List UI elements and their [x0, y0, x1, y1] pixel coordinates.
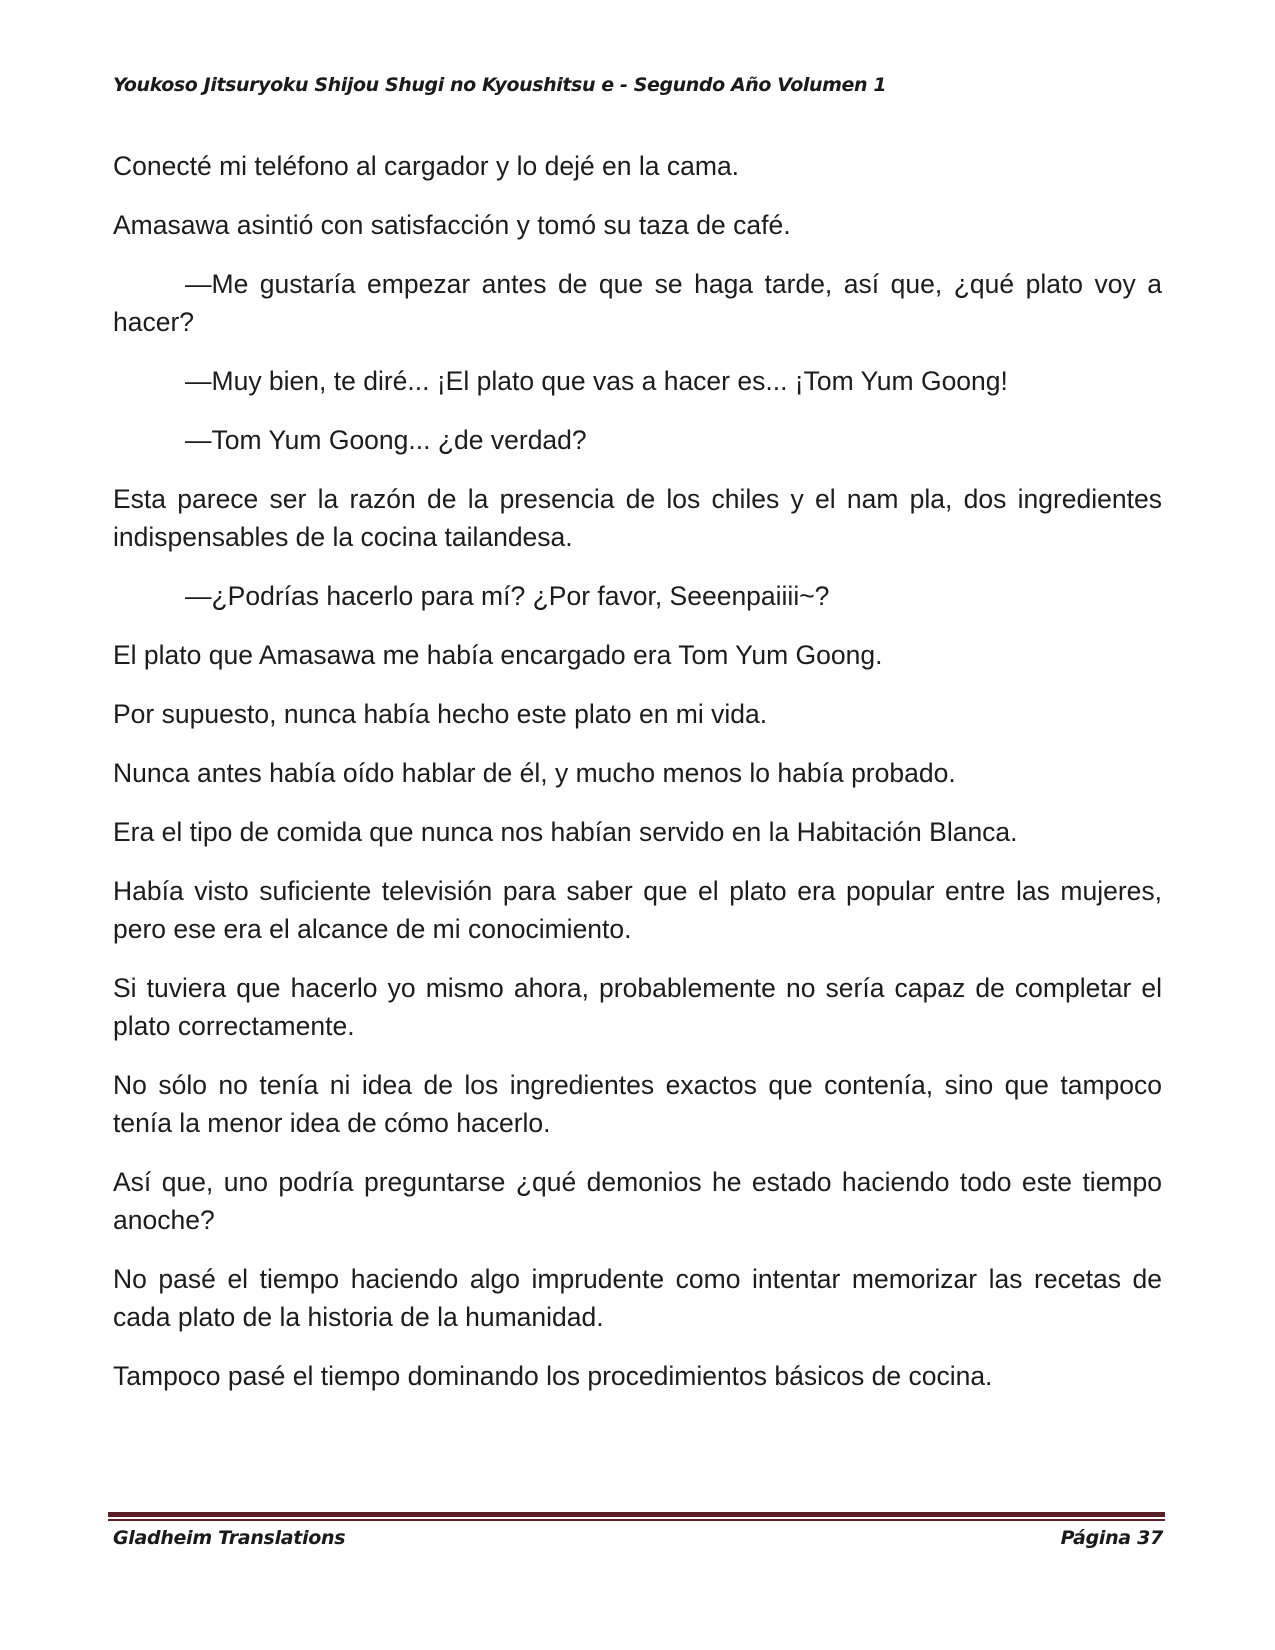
- paragraph: Había visto suficiente televisión para saber que el plato era popular entre las mujeres, pero ese era el alcance de mi conocimiento.: [113, 876, 1162, 944]
- paragraph: Si tuviera que hacerlo yo mismo ahora, probablemente no sería capaz de completar el plato correctamente.: [113, 973, 1162, 1041]
- paragraph: No pasé el tiempo haciendo algo imprudente como intentar memorizar las recetas de cada plato de la historia de la humanidad.: [113, 1264, 1162, 1332]
- dialog-paragraph: —Muy bien, te diré... ¡El plato que vas a hacer es... ¡Tom Yum Goong!: [185, 366, 1008, 396]
- paragraph: Nunca antes había oído hablar de él, y mucho menos lo había probado.: [113, 758, 956, 788]
- paragraph: El plato que Amasawa me había encargado era Tom Yum Goong.: [113, 640, 883, 670]
- page-body: [113, 147, 1162, 1416]
- paragraph: Esta parece ser la razón de la presencia de los chiles y el nam pla, dos ingredientes indispensables de la cocina tailandesa.: [113, 484, 1162, 552]
- paragraph: Amasawa asintió con satisfacción y tomó su taza de café.: [113, 210, 791, 240]
- page-number: Página 37: [1060, 1527, 1163, 1549]
- page-header-title: Youkoso Jitsuryoku Shijou Shugi no Kyoushitsu e - Segundo Año Volumen 1: [113, 74, 887, 96]
- paragraph: Conecté mi teléfono al cargador y lo dejé en la cama.: [113, 151, 740, 181]
- paragraph: No sólo no tenía ni idea de los ingredientes exactos que contenía, sino que tampoco tenía la menor idea de cómo hacerlo.: [113, 1070, 1162, 1138]
- dialog-paragraph: —Me gustaría empezar antes de que se haga tarde, así que, ¿qué plato voy a hacer?: [113, 269, 1162, 337]
- footer-divider-thick: [108, 1512, 1165, 1517]
- paragraph: Era el tipo de comida que nunca nos habían servido en la Habitación Blanca.: [113, 817, 1018, 847]
- dialog-paragraph: —¿Podrías hacerlo para mí? ¿Por favor, Seeenpaiiii~?: [185, 581, 830, 611]
- dialog-paragraph: —Tom Yum Goong... ¿de verdad?: [185, 425, 587, 455]
- footer-publisher: Gladheim Translations: [113, 1527, 346, 1549]
- paragraph: Tampoco pasé el tiempo dominando los procedimientos básicos de cocina.: [113, 1361, 993, 1391]
- paragraph: Así que, uno podría preguntarse ¿qué demonios he estado haciendo todo este tiempo anoche?: [113, 1167, 1162, 1235]
- paragraph: Por supuesto, nunca había hecho este plato en mi vida.: [113, 699, 768, 729]
- footer-divider-thin: [108, 1519, 1165, 1521]
